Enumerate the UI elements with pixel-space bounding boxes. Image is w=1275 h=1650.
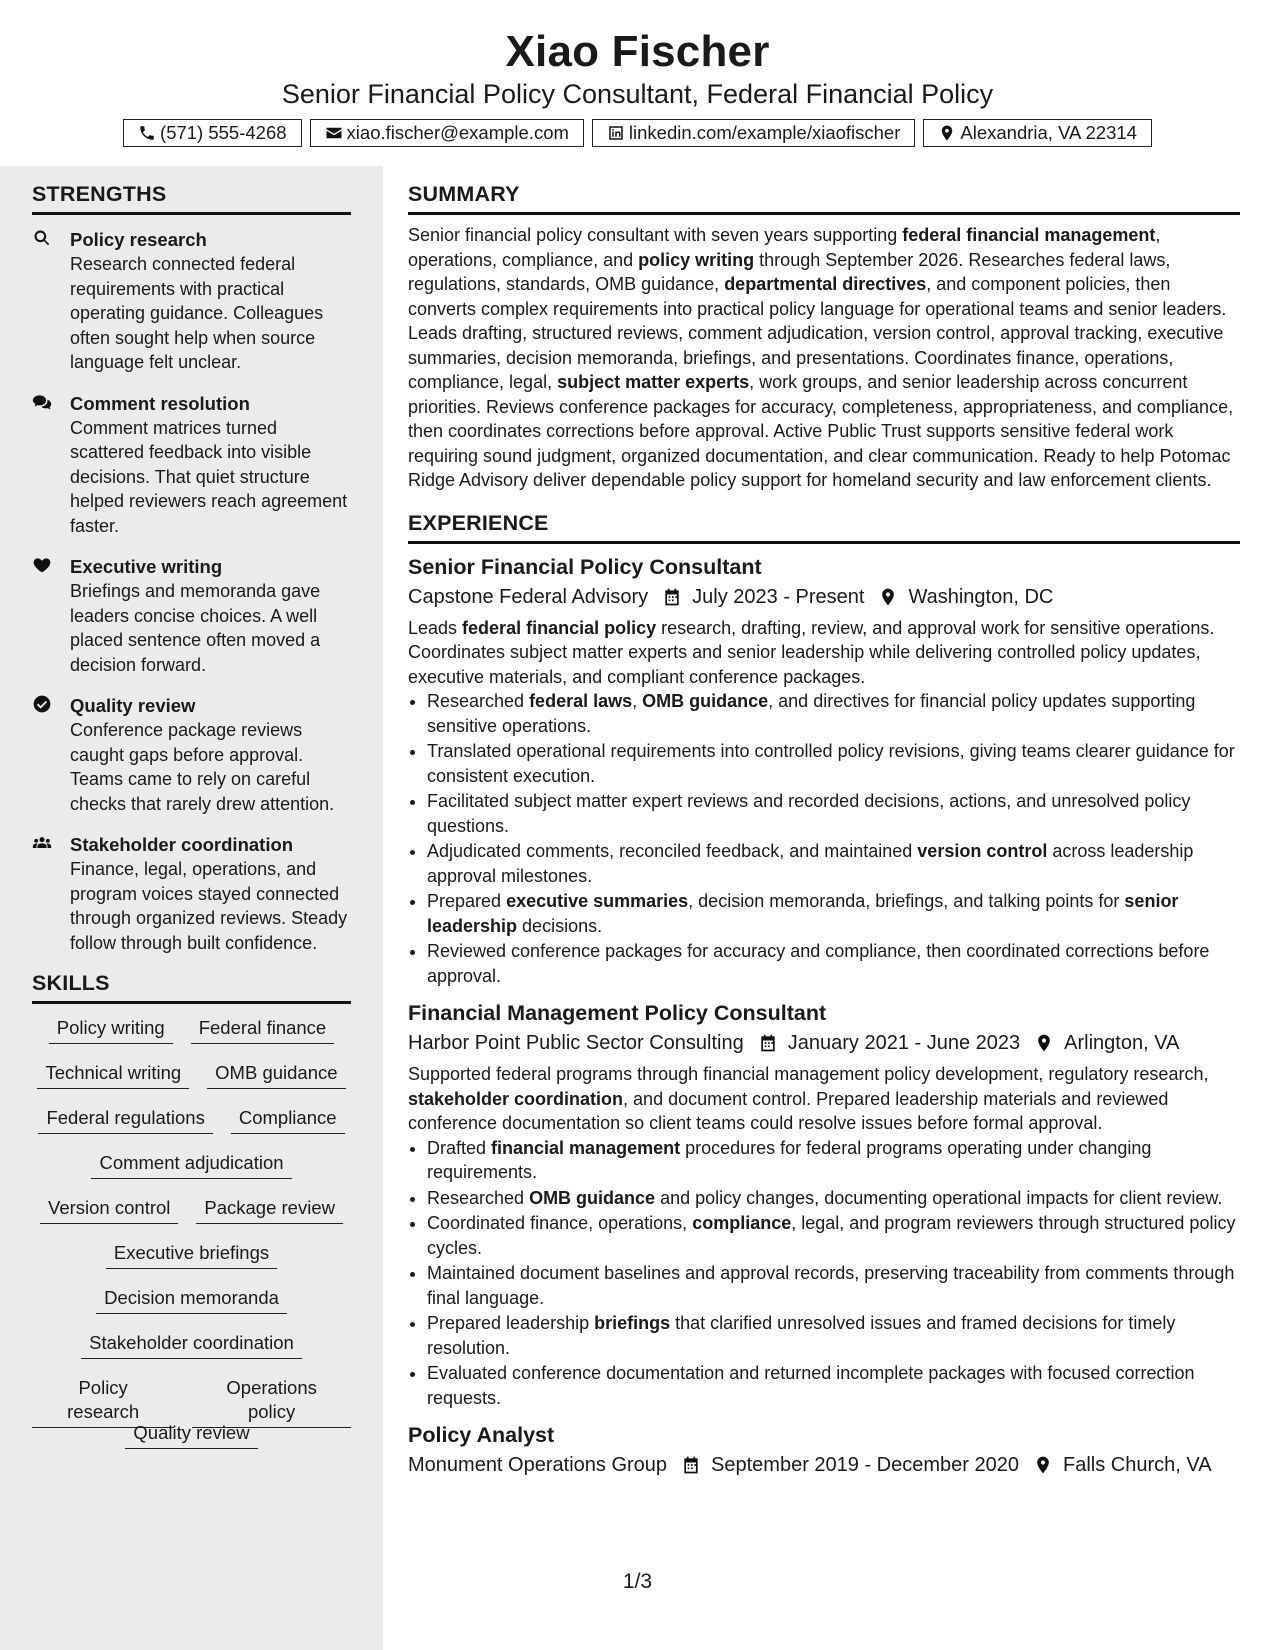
- skills-heading: SKILLS: [32, 971, 351, 1004]
- skills-list: [32, 1016, 351, 1466]
- strength-desc: Comment matrices turned scattered feedback into visible decisions. That quiet structure helped reviewers reach agreement faster.: [70, 417, 348, 536]
- skill-tag: Package review: [196, 1196, 343, 1224]
- map-pin-icon: [878, 587, 898, 607]
- job-company: Monument Operations Group: [408, 1454, 668, 1476]
- job-entry: [408, 552, 1240, 989]
- candidate-title: Senior Financial Policy Consultant, Federal Financial Policy: [281, 79, 994, 109]
- skill-tag: Operations policy: [192, 1376, 351, 1428]
- experience-heading: EXPERIENCE: [408, 511, 1240, 544]
- job-company: Capstone Federal Advisory: [408, 585, 649, 608]
- skill-tag: Decision memoranda: [96, 1286, 287, 1314]
- strength-title: Policy research: [70, 229, 207, 250]
- comments-icon: [32, 392, 52, 412]
- summary-heading: SUMMARY: [408, 182, 1240, 215]
- strength-item: [32, 391, 351, 539]
- job-dates: September 2019 - December 2020: [711, 1454, 1019, 1476]
- users-icon: [32, 833, 52, 853]
- bullet-item: • Evaluated conference documentation and returned incomplete packages with focused correction requests.: [427, 1361, 1240, 1410]
- main-column: [408, 166, 1240, 1484]
- contact-linkedin[interactable]: [592, 119, 915, 147]
- bullet-item: • Prepared leadership briefings that clarified unresolved issues and framed decisions for timely resolution.: [427, 1311, 1240, 1360]
- calendar-icon: [681, 1455, 701, 1475]
- bullet-item: • Researched OMB guidance and policy changes, documenting operational impacts for client review.: [427, 1186, 1240, 1211]
- job-dates: July 2023 - Present: [692, 585, 865, 608]
- job-description: Leads federal financial policy research, drafting, review, and approval work for sensitive operations. Coordinates subject matter experts and senior leadership while delivering controlled policy updates, executive materials, and compliant conference packages.: [408, 617, 1215, 687]
- job-title: Policy Analyst: [408, 1423, 555, 1447]
- job-description: Supported federal programs through financial management policy development, regulatory research, stakeholder coordination, and document control. Prepared leadership materials and reviewed conference documentation so client teams could resolve issues before formal approval.: [408, 1064, 1209, 1133]
- page-number: [0, 1570, 1275, 1594]
- resume-header: [0, 0, 1275, 166]
- contact-location[interactable]: [923, 119, 1152, 147]
- strength-title: Quality review: [70, 695, 196, 716]
- linkedin-icon: [607, 124, 625, 142]
- strength-title: Executive writing: [70, 556, 223, 577]
- job-dates: January 2021 - June 2023: [787, 1032, 1021, 1054]
- job-bullets: [408, 1136, 1240, 1411]
- search-icon: [32, 228, 52, 248]
- phone-icon: [138, 124, 156, 142]
- skill-tag: OMB guidance: [207, 1061, 345, 1089]
- strength-item: [32, 227, 351, 375]
- job-title: Senior Financial Policy Consultant: [408, 554, 762, 579]
- job-title: Financial Management Policy Consultant: [408, 1001, 827, 1025]
- email-text: xiao.fischer@example.com: [346, 122, 569, 143]
- job-entry: [408, 1420, 1240, 1480]
- strength-desc: Research connected federal requirements with practical operating guidance. Colleagues often sought help when source language felt unclear.: [70, 254, 324, 372]
- envelope-icon: [325, 124, 343, 142]
- job-meta: [408, 582, 1240, 612]
- bullet-item: • Adjudicated comments, reconciled feedback, and maintained version control across leadership approval milestones.: [427, 839, 1240, 888]
- job-location: Falls Church, VA: [1063, 1454, 1212, 1476]
- skill-tag: Policy research: [32, 1376, 174, 1428]
- job-company: Harbor Point Public Sector Consulting: [408, 1032, 744, 1054]
- strengths-heading: STRENGTHS: [32, 182, 351, 215]
- summary-text: Senior financial policy consultant with seven years supporting federal financial management, operations, compliance, and policy writing through September 2026. Researches federal laws, regulations, standards, OMB guidance, departmental directives, and component policies, then converts complex requirements into practical policy language for operational teams and senior leaders. Leads drafting, structured reviews, comment adjudication, version control, approval tracking, executive summaries, decision memoranda, briefings, and presentations. Coordinates finance, operations, compliance, legal, subject matter experts, work groups, and senior leadership across concurrent priorities. Reviews conference packages for accuracy, completeness, appropriateness, and compliance, then coordinates corrections before approval. Active Public Trust supports sensitive federal work requiring sound judgment, organized documentation, and clear communication. Ready to help Potomac Ridge Advisory deliver dependable policy support for homeland security and law enforcement clients.: [408, 225, 1234, 490]
- strength-item: [32, 693, 351, 816]
- calendar-icon: [758, 1033, 778, 1053]
- skill-tag: Technical writing: [37, 1061, 189, 1089]
- job-meta: [408, 1028, 1240, 1058]
- bullet-item: • Drafted financial management procedures for federal programs operating under changing requirements.: [427, 1136, 1240, 1185]
- strength-desc: Finance, legal, operations, and program voices stayed connected through organized reviews. Steady follow through built confidence.: [70, 859, 348, 953]
- map-pin-icon: [1034, 1033, 1054, 1053]
- check-circle-icon: [32, 694, 52, 714]
- sidebar: [0, 166, 383, 1650]
- skill-tag: Federal finance: [191, 1016, 335, 1044]
- bullet-item: • Translated operational requirements into controlled policy revisions, giving teams clearer guidance for consistent execution.: [427, 739, 1240, 788]
- skill-tag: Quality review: [125, 1421, 257, 1449]
- contact-bar: [0, 119, 1275, 147]
- job-meta: [408, 1450, 1240, 1480]
- phone-text: (571) 555-4268: [160, 122, 287, 143]
- linkedin-text: linkedin.com/example/xiaofischer: [628, 122, 901, 143]
- location-text: Alexandria, VA 22314: [960, 122, 1137, 143]
- job-bullets: [408, 689, 1240, 988]
- bullet-item: • Facilitated subject matter expert reviews and recorded decisions, actions, and unresolved policy questions.: [427, 789, 1240, 838]
- strength-item: [32, 832, 351, 955]
- strength-title: Comment resolution: [70, 392, 250, 414]
- bullet-item: • Coordinated finance, operations, compliance, legal, and program reviewers through structured policy cycles.: [427, 1211, 1240, 1260]
- strength-desc: Briefings and memoranda gave leaders concise choices. A well placed sentence often moved a decision forward.: [70, 581, 321, 675]
- strength-item: [32, 554, 351, 677]
- contact-phone[interactable]: [123, 119, 302, 147]
- job-location: Washington, DC: [908, 585, 1054, 608]
- bullet-item: • Reviewed conference packages for accuracy and compliance, then coordinated corrections before approval.: [427, 939, 1240, 988]
- map-pin-icon: [1033, 1455, 1053, 1475]
- skill-tag: Federal regulations: [38, 1106, 212, 1134]
- strength-title: Stakeholder coordination: [70, 834, 294, 855]
- heart-icon: [32, 555, 52, 575]
- job-location: Arlington, VA: [1064, 1032, 1180, 1054]
- page-number-text: 1/3: [622, 1570, 653, 1593]
- skill-tag: Version control: [40, 1196, 178, 1224]
- map-pin-icon: [938, 124, 956, 142]
- skill-tag: Stakeholder coordination: [81, 1331, 302, 1359]
- contact-email[interactable]: [310, 119, 584, 147]
- calendar-icon: [662, 587, 682, 607]
- job-entry: [408, 998, 1240, 1410]
- bullet-item: • Maintained document baselines and approval records, preserving traceability from comments through final language.: [427, 1261, 1240, 1310]
- candidate-name: Xiao Fischer: [505, 27, 770, 76]
- skill-tag: Executive briefings: [106, 1241, 277, 1269]
- bullet-item: • Researched federal laws, OMB guidance, and directives for financial policy updates supporting sensitive operations.: [427, 689, 1240, 738]
- strength-desc: Conference package reviews caught gaps before approval. Teams came to rely on careful checks that rarely drew attention.: [70, 720, 335, 814]
- bullet-item: • Prepared executive summaries, decision memoranda, briefings, and talking points for senior leadership decisions.: [427, 889, 1240, 938]
- skill-tag: Comment adjudication: [91, 1151, 291, 1179]
- skill-tag: Compliance: [231, 1106, 345, 1134]
- skill-tag: Policy writing: [49, 1016, 173, 1044]
